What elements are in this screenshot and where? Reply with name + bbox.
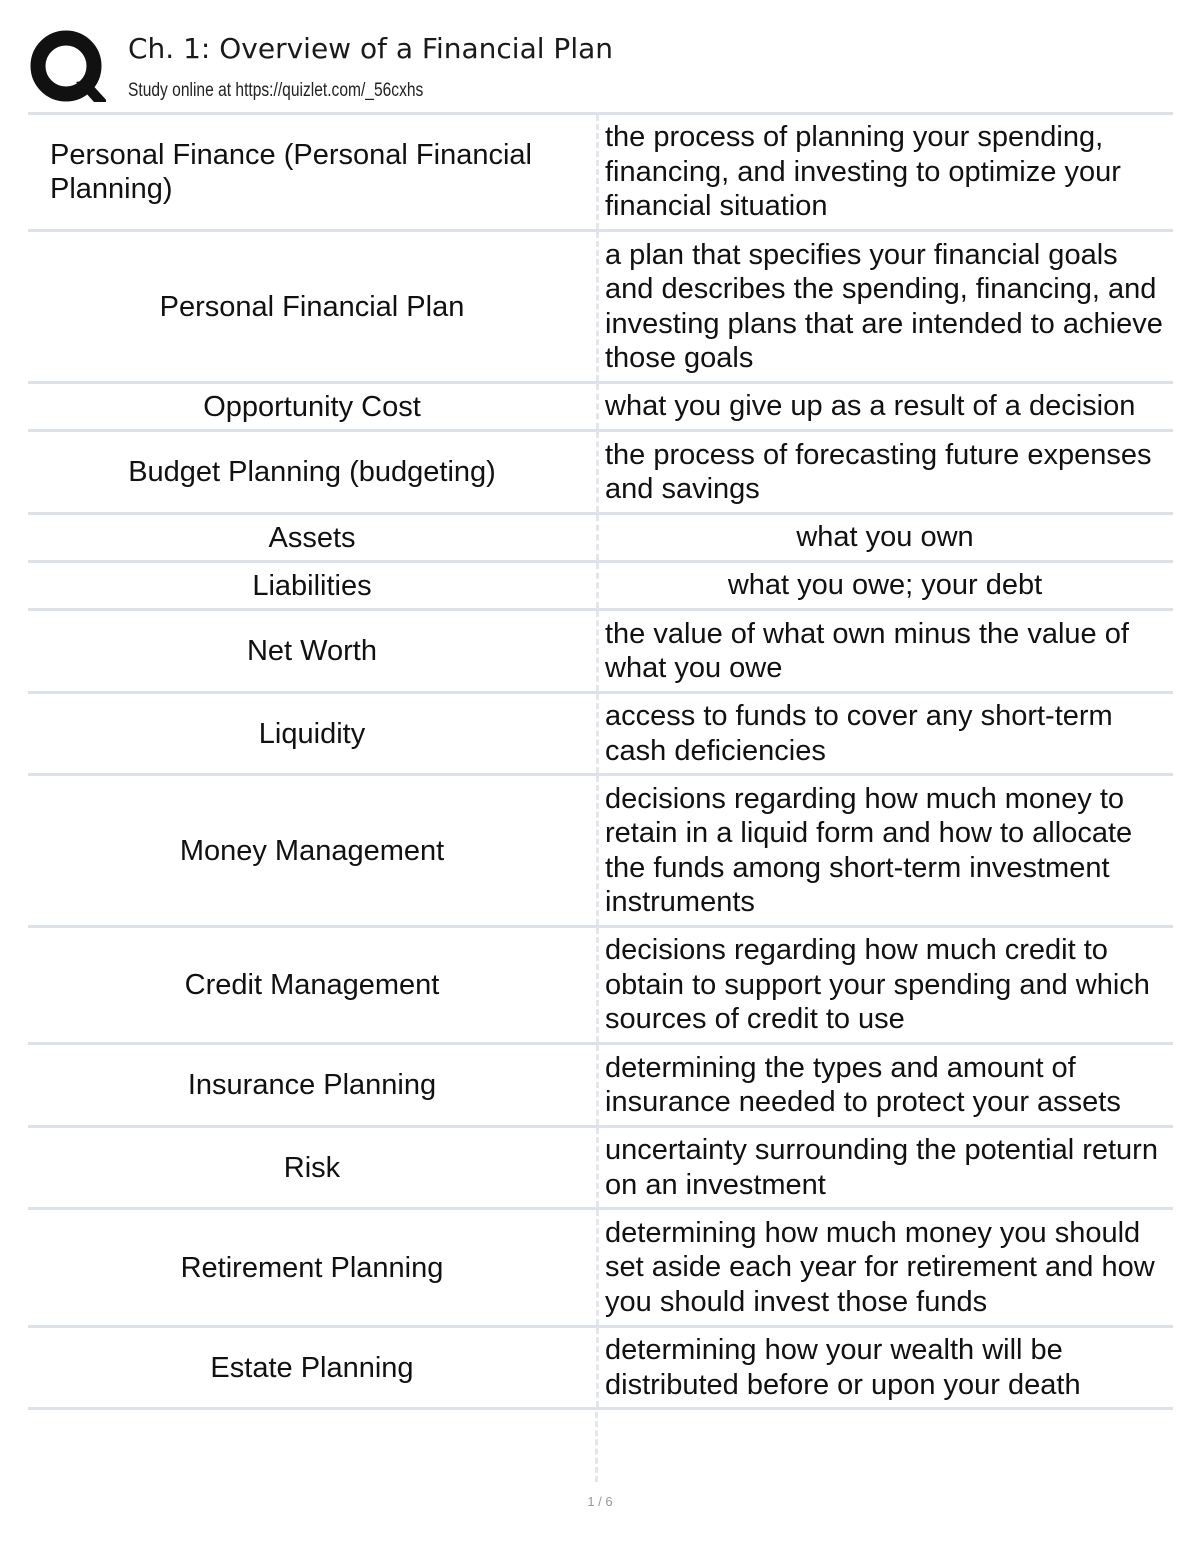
definition-cell: what you owe; your debt xyxy=(596,563,1173,608)
table-row xyxy=(28,1042,1173,1125)
term-cell: Credit Management xyxy=(184,969,440,1001)
table-row xyxy=(28,925,1173,1042)
table-row xyxy=(28,112,1173,229)
study-online-link[interactable]: Study online at https://quizlet.com/_56cxhs xyxy=(128,80,424,101)
term-cell: Estate Planning xyxy=(210,1351,414,1384)
table-row xyxy=(28,1125,1173,1207)
table-row xyxy=(28,608,1173,691)
definition-cell: what you give up as a result of a decision xyxy=(596,384,1173,429)
term-cell: Liquidity xyxy=(258,717,366,750)
page-title: Ch. 1: Overview of a Financial Plan xyxy=(128,32,613,65)
definition-cell: decisions regarding how much money to retain in a liquid form and how to allocate the funds among short-term investment instruments xyxy=(596,776,1173,925)
page-number: 1 / 6 xyxy=(587,1494,613,1509)
table-row xyxy=(28,560,1173,608)
quizlet-logo-icon xyxy=(30,30,106,106)
column-divider xyxy=(595,1412,598,1482)
table-row xyxy=(28,381,1173,429)
term-cell: Assets xyxy=(268,521,356,554)
table-row xyxy=(28,429,1173,512)
definition-cell: determining how much money you should set aside each year for retirement and how you should invest those funds xyxy=(596,1210,1173,1325)
term-cell: Budget Planning (budgeting) xyxy=(128,456,496,488)
table-row xyxy=(28,691,1173,773)
definition-cell: access to funds to cover any short-term cash deficiencies xyxy=(596,694,1173,773)
term-cell: Retirement Planning xyxy=(180,1251,444,1284)
definition-cell: the value of what own minus the value of what you owe xyxy=(596,611,1173,691)
table-row xyxy=(28,1325,1173,1410)
definition-cell: the process of planning your spending, financing, and investing to optimize your financial situation xyxy=(596,115,1173,229)
term-cell: Liabilities xyxy=(252,569,372,602)
definition-cell: what you own xyxy=(596,515,1173,560)
definition-cell: a plan that specifies your financial goals and describes the spending, financing, and investing plans that are intended to achieve those goals xyxy=(596,232,1173,381)
term-cell: Opportunity Cost xyxy=(203,390,421,423)
term-cell: Money Management xyxy=(179,834,445,867)
definition-cell: the process of forecasting future expenses and savings xyxy=(596,432,1173,512)
term-cell: Personal Finance (Personal Financial Planning) xyxy=(50,139,532,205)
definition-cell: determining the types and amount of insurance needed to protect your assets xyxy=(596,1045,1173,1125)
term-cell: Insurance Planning xyxy=(187,1069,437,1101)
term-cell: Risk xyxy=(283,1151,341,1184)
definition-cell: uncertainty surrounding the potential return on an investment xyxy=(596,1128,1173,1207)
flashcard-table xyxy=(28,112,1173,1410)
table-row xyxy=(28,773,1173,925)
table-row xyxy=(28,229,1173,381)
table-row xyxy=(28,512,1173,560)
definition-cell: decisions regarding how much credit to obtain to support your spending and which sources of credit to use xyxy=(596,928,1173,1042)
page-header xyxy=(30,28,1180,108)
term-cell: Personal Financial Plan xyxy=(159,290,465,323)
term-cell: Net Worth xyxy=(246,635,377,667)
definition-cell: determining how your wealth will be distributed before or upon your death xyxy=(596,1328,1173,1407)
table-row xyxy=(28,1207,1173,1325)
